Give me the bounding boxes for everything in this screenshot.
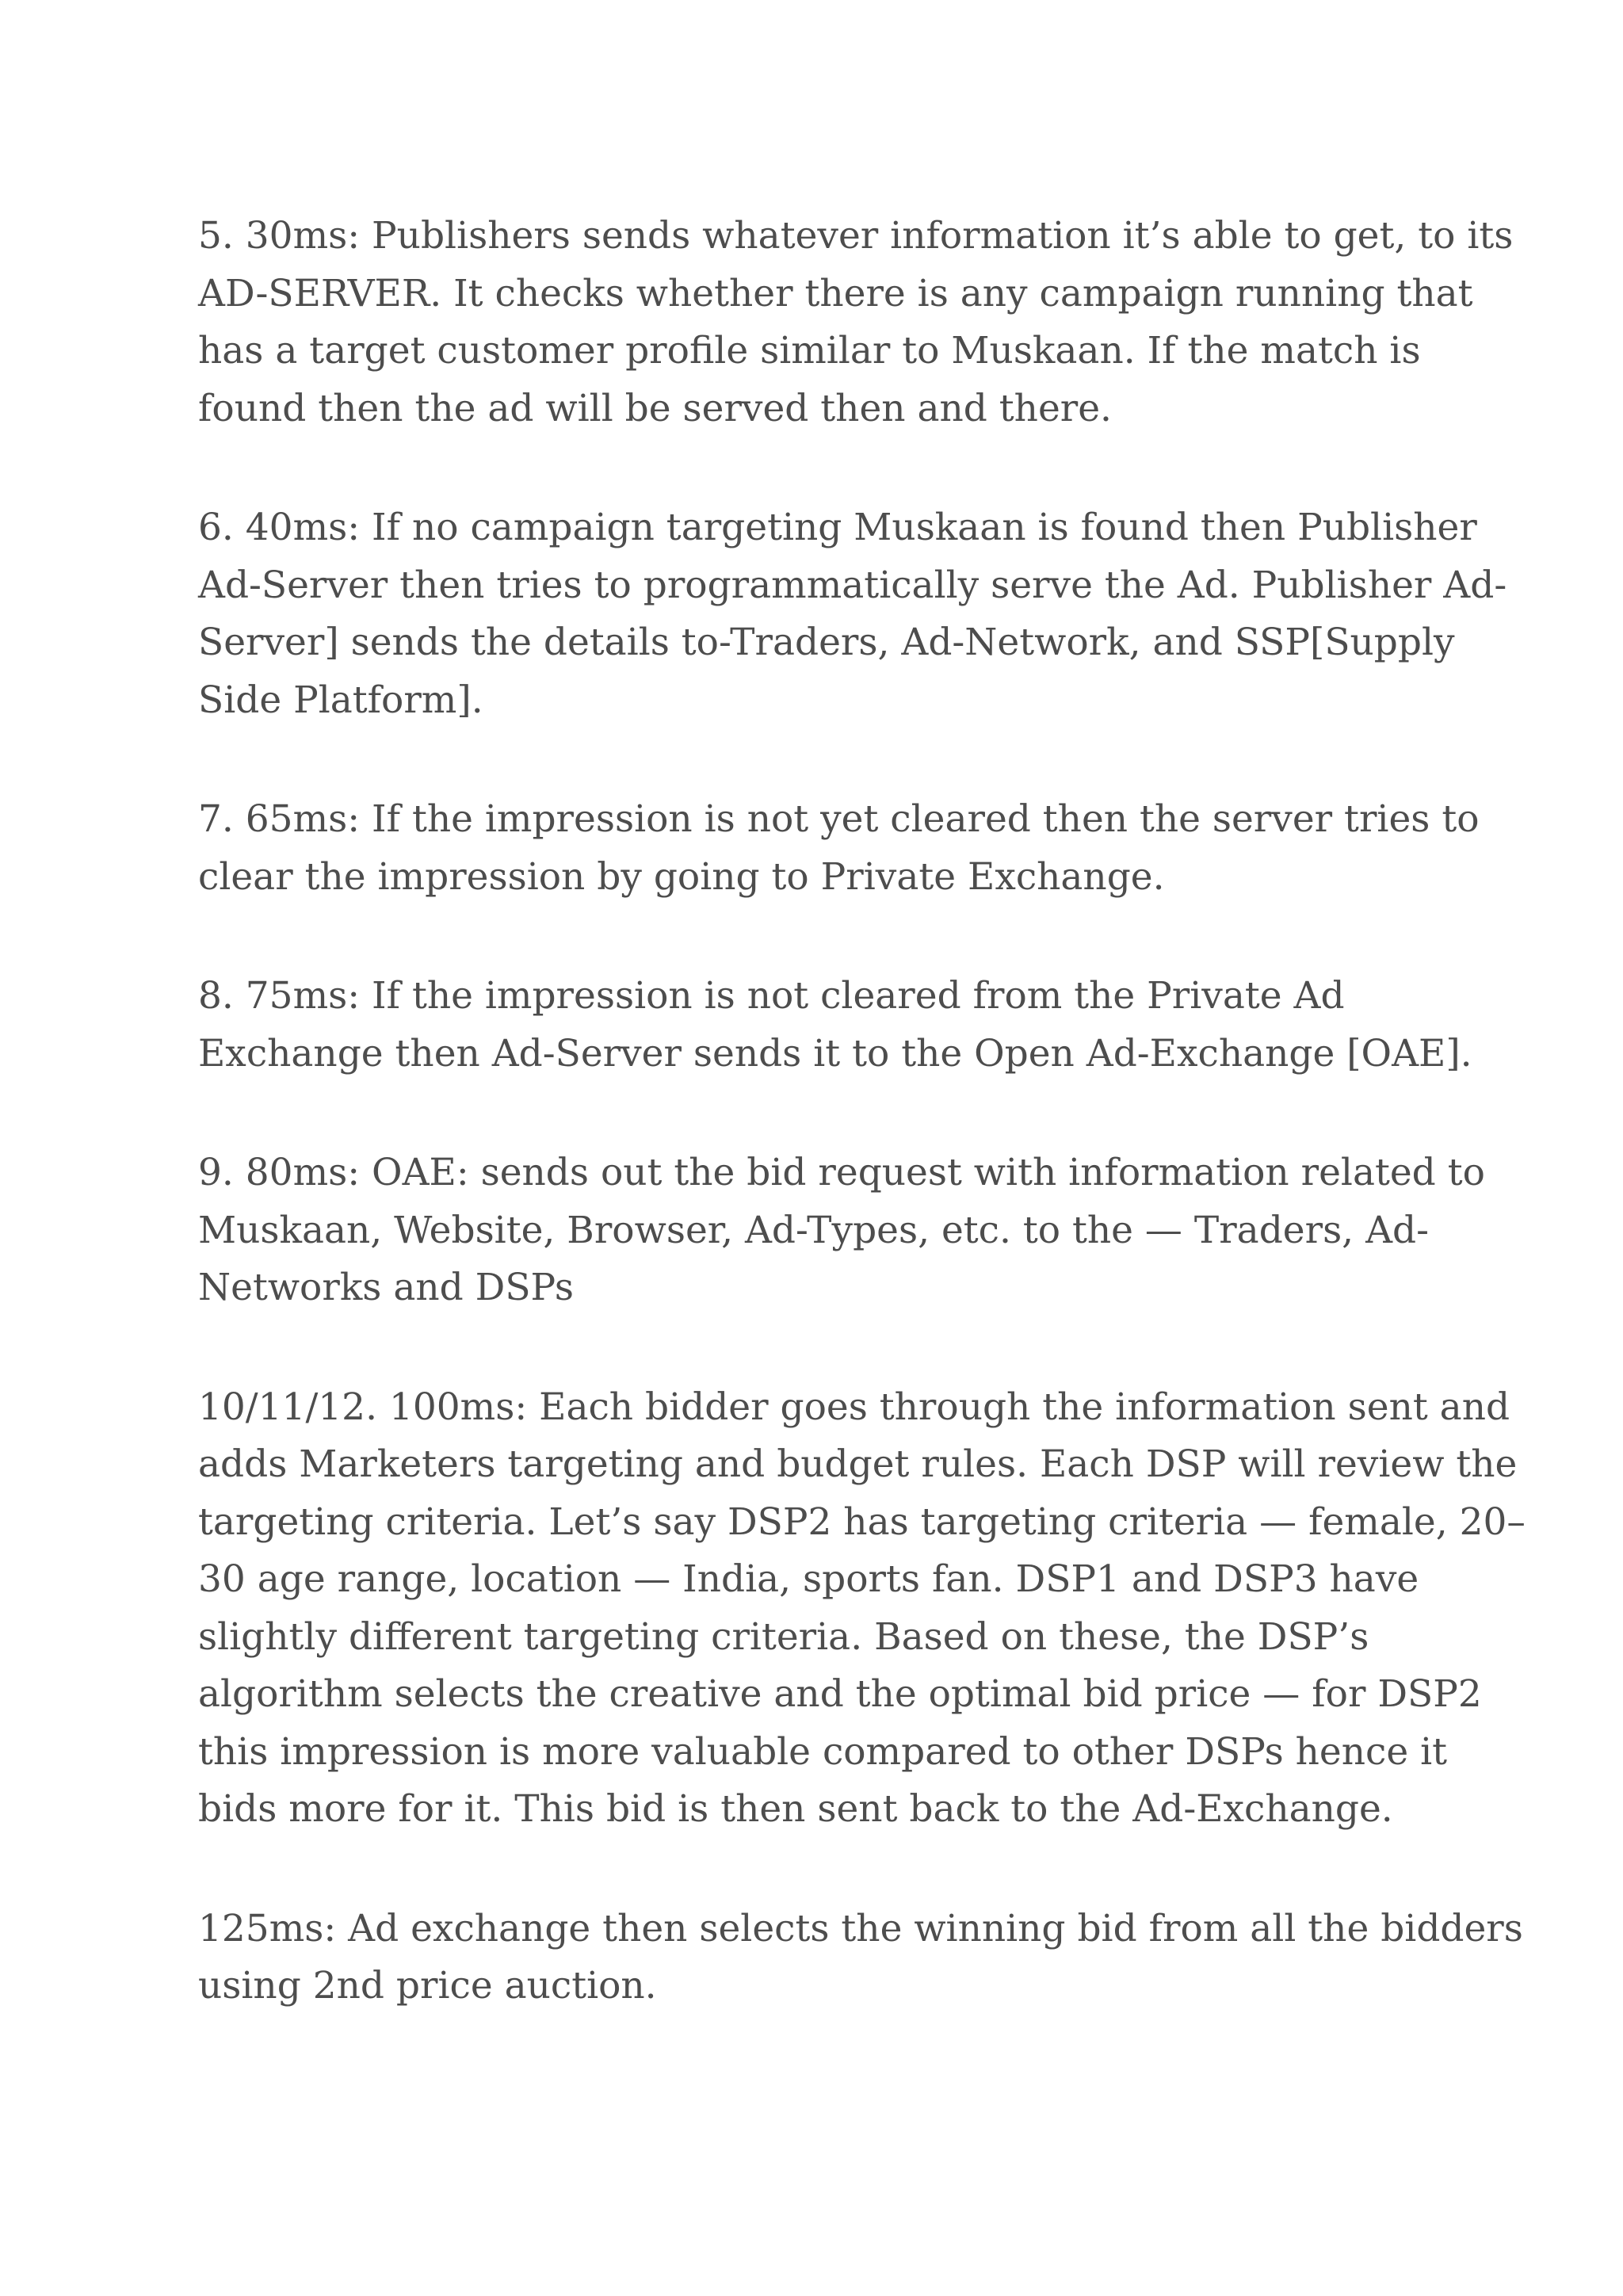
paragraph-line: 8. 75ms: If the impression is not cleared from the Private Ad <box>198 974 1345 1018</box>
paragraph-step-5 <box>198 208 1514 437</box>
paragraph-line: 125ms: Ad exchange then selects the winning bid from all the bidders <box>198 1906 1523 1950</box>
paragraph-step-10-11-12 <box>198 1379 1526 1839</box>
paragraph-line: Exchange then Ad-Server sends it to the Open Ad-Exchange [OAE]. <box>198 1031 1472 1075</box>
paragraph-line: 7. 65ms: If the impression is not yet cleared then the server tries to <box>198 797 1480 841</box>
paragraph-line: clear the impression by going to Private Exchange. <box>198 854 1165 899</box>
paragraph-step-125ms <box>198 1901 1523 2015</box>
paragraph-line: adds Marketers targeting and budget rules. Each DSP will review the <box>198 1442 1518 1486</box>
paragraph-line: Ad-Server then tries to programmatically serve the Ad. Publisher Ad- <box>198 563 1507 607</box>
paragraph-step-7 <box>198 791 1480 906</box>
paragraph-line: has a target customer profile similar to Muskaan. If the match is <box>198 329 1421 372</box>
paragraph-step-9 <box>198 1144 1485 1317</box>
paragraph-line: Server] sends the details to-Traders, Ad-Network, and SSP[Supply <box>198 621 1455 664</box>
paragraph-line: 30 age range, location — India, sports fan. DSP1 and DSP3 have <box>198 1557 1419 1601</box>
paragraph-line: slightly different targeting criteria. Based on these, the DSP’s <box>198 1614 1369 1659</box>
paragraph-line: bids more for it. This bid is then sent back to the Ad-Exchange. <box>198 1787 1393 1831</box>
paragraph-line: targeting criteria. Let’s say DSP2 has targeting criteria — female, 20– <box>198 1499 1526 1544</box>
paragraph-line: AD-SERVER. It checks whether there is any campaign running that <box>198 271 1473 315</box>
paragraph-line: algorithm selects the creative and the optimal bid price — for DSP2 <box>198 1672 1482 1716</box>
document-body <box>198 208 1526 2015</box>
paragraph-step-6 <box>198 499 1507 729</box>
paragraph-line: this impression is more valuable compared to other DSPs hence it <box>198 1729 1447 1774</box>
paragraph-line: 9. 80ms: OAE: sends out the bid request with information related to <box>198 1151 1485 1194</box>
paragraph-line: Networks and DSPs <box>198 1266 575 1309</box>
paragraph-step-8 <box>198 968 1472 1083</box>
paragraph-line: 6. 40ms: If no campaign targeting Muskaan is found then Publisher <box>198 506 1477 549</box>
paragraph-line: Side Platform]. <box>198 678 483 722</box>
paragraph-line: 10/11/12. 100ms: Each bidder goes through the information sent and <box>198 1385 1510 1429</box>
paragraph-line: found then the ad will be served then and there. <box>198 386 1112 430</box>
paragraph-line: using 2nd price auction. <box>198 1964 657 2008</box>
paragraph-line: Muskaan, Website, Browser, Ad-Types, etc. to the — Traders, Ad- <box>198 1208 1429 1252</box>
paragraph-line: 5. 30ms: Publishers sends whatever information it’s able to get, to its <box>198 214 1514 258</box>
